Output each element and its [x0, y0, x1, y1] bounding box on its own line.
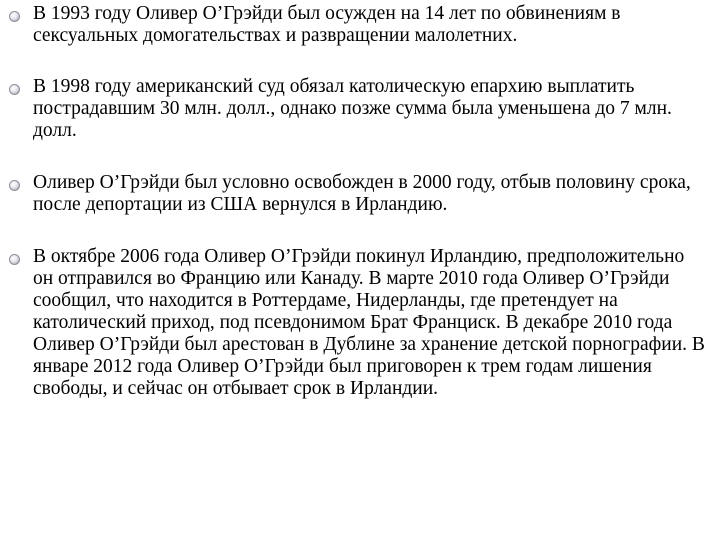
- bullet-icon: [9, 11, 20, 22]
- bullet-icon: [9, 180, 20, 191]
- bullet-text: В 1998 году американский суд обязал католическую епархию выплатить пострадавшим 30 млн. долл., однако позже сумма была уменьшена до 7 млн. долл.: [33, 76, 672, 141]
- bullet-text: Оливер О’Грэйди был условно освобожден в 2000 году, отбыв половину срока, после депортации из США вернулся в Ирландию.: [33, 172, 691, 215]
- bullet-text: В 1993 году Оливер О’Грэйди был осужден на 14 лет по обвинениям в сексуальных домогательствах и развращении малолетних.: [33, 3, 621, 46]
- bullet-icon: [9, 84, 20, 95]
- bullet-icon: [9, 254, 20, 265]
- bullet-text: В октябре 2006 года Оливер О’Грэйди покинул Ирландию, предположительно он отправился во Францию или Канаду. В марте 2010 года Оливер О’Грэйди сообщил, что находится в Роттердаме, Нидерланды, где претендует на католический приход, под псевдонимом Брат Франциск. В декабре 2010 года Оливер О’Грэйди был арестован в Дублине за хранение детской порнографии. В январе 2012 года Оливер О’Грэйди был приговорен к трем годам лишения свободы, и сейчас он отбывает срок в Ирландии.: [33, 246, 705, 399]
